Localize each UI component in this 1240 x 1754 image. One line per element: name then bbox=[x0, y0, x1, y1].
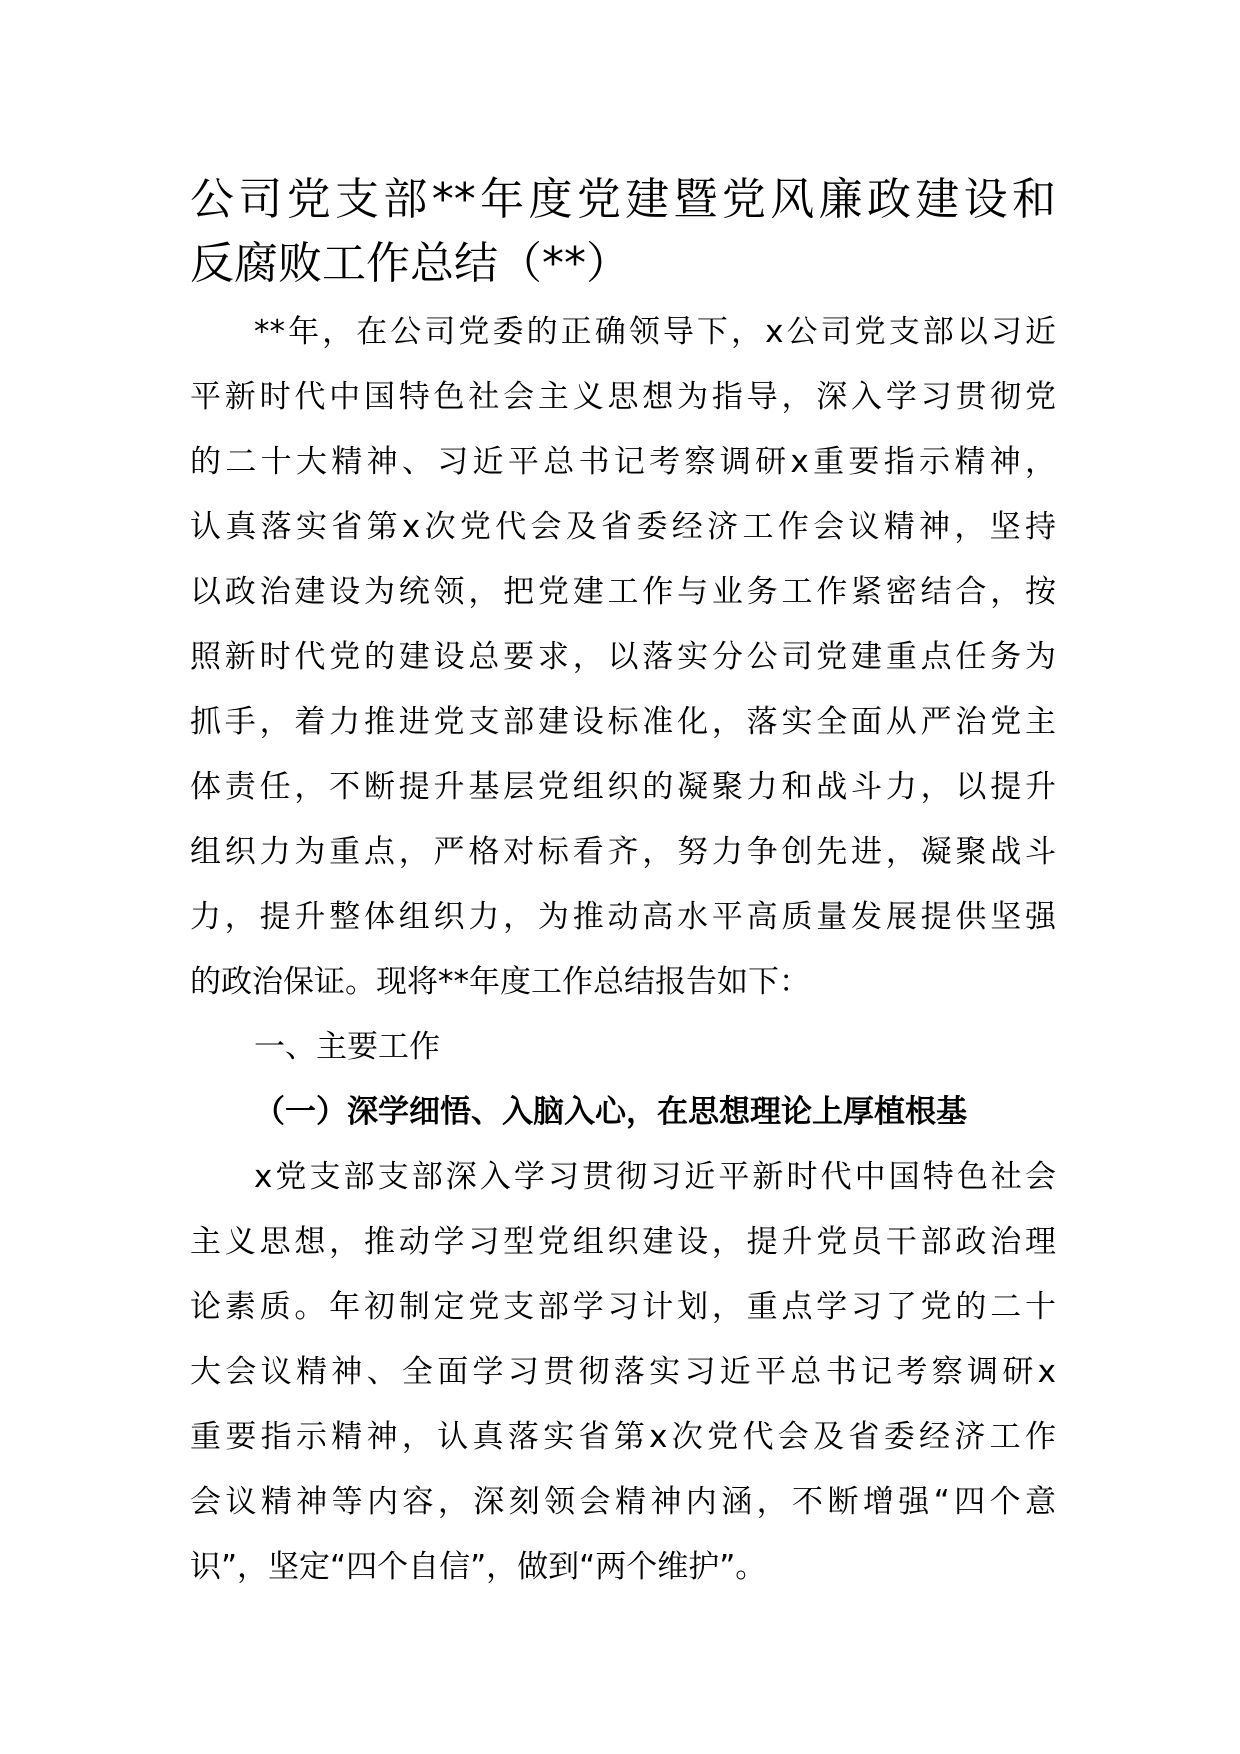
text-line: 以政治建设为统领，把党建工作与业务工作紧密结合，按 bbox=[190, 574, 1056, 610]
text-line: 大会议精神、全面学习贯彻落实习近平总书记考察调研x bbox=[190, 1354, 1056, 1390]
document-title-line: 反腐败工作总结（**） bbox=[190, 238, 630, 289]
text-line: 抓手，着力推进党支部建设标准化，落实全面从严治党主 bbox=[190, 704, 1056, 740]
text-line: 论素质。年初制定党支部学习计划，重点学习了党的二十 bbox=[190, 1289, 1056, 1325]
text-line: 重要指示精神，认真落实省第x次党代会及省委经济工作 bbox=[190, 1419, 1056, 1455]
document-title-line: 公司党支部**年度党建暨党风廉政建设和 bbox=[190, 174, 1056, 225]
text-line: 力，提升整体组织力，为推动高水平高质量发展提供坚强 bbox=[190, 899, 1056, 935]
subsection-heading: （一）深学细悟、入脑入心，在思想理论上厚植根基 bbox=[254, 1094, 967, 1130]
text-line: 平新时代中国特色社会主义思想为指导，深入学习贯彻党 bbox=[190, 379, 1056, 415]
document-page bbox=[190, 168, 1056, 1600]
body-paragraph bbox=[190, 1145, 1056, 1600]
text-line: 会议精神等内容，深刻领会精神内涵，不断增强“四个意 bbox=[190, 1484, 1056, 1520]
text-line: 体责任，不断提升基层党组织的凝聚力和战斗力，以提升 bbox=[190, 769, 1056, 805]
text-line: 的政治保证。现将**年度工作总结报告如下： bbox=[190, 964, 810, 1000]
text-line: 识”，坚定“四个自信”，做到“两个维护”。 bbox=[190, 1549, 767, 1585]
text-line: 照新时代党的建设总要求，以落实分公司党建重点任务为 bbox=[190, 639, 1056, 675]
section-heading: 一、主要工作 bbox=[254, 1029, 440, 1065]
intro-paragraph bbox=[190, 300, 1056, 1015]
text-line: 认真落实省第x次党代会及省委经济工作会议精神，坚持 bbox=[190, 509, 1056, 545]
text-line: 的二十大精神、习近平总书记考察调研x重要指示精神， bbox=[190, 444, 1056, 480]
text-line: 主义思想，推动学习型党组织建设，提升党员干部政治理 bbox=[190, 1224, 1056, 1260]
text-line: **年，在公司党委的正确领导下，x公司党支部以习近 bbox=[254, 314, 1056, 350]
text-line: x党支部支部深入学习贯彻习近平新时代中国特色社会 bbox=[254, 1159, 1056, 1195]
text-line: 组织力为重点，严格对标看齐，努力争创先进，凝聚战斗 bbox=[190, 834, 1056, 870]
